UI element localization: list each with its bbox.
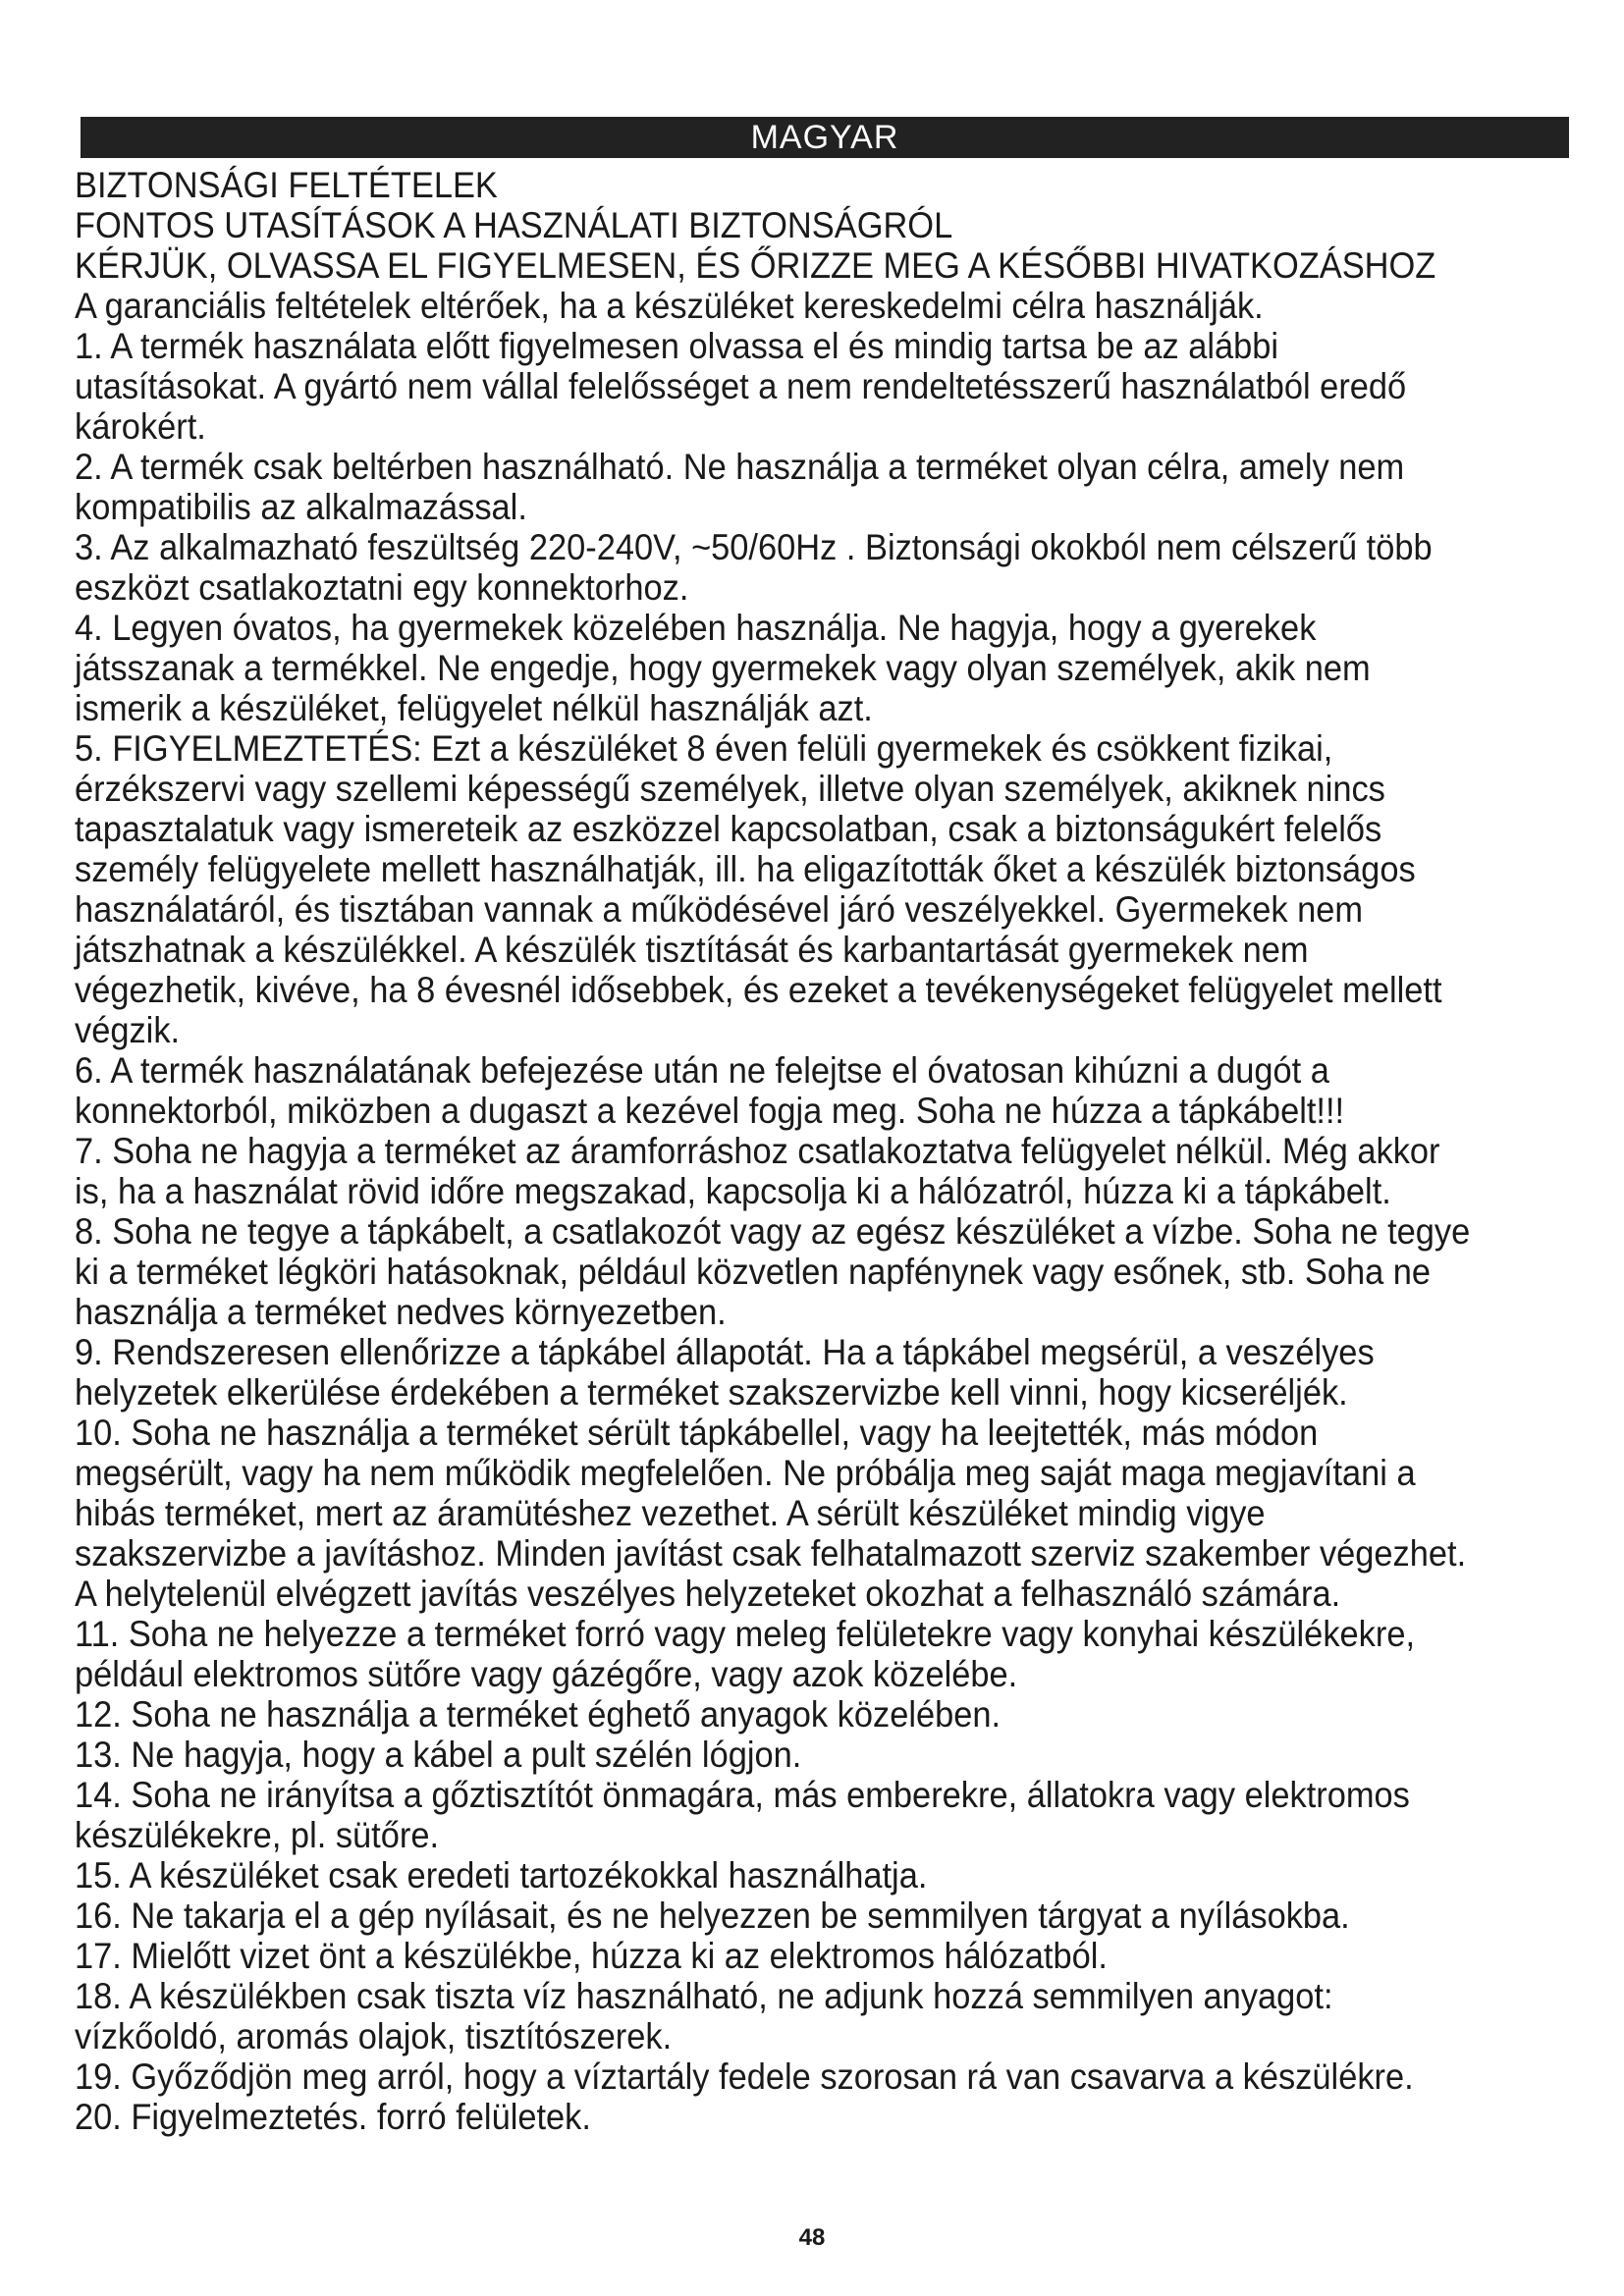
text-line: BIZTONSÁGI FELTÉTELEK (75, 165, 498, 205)
text-line: személy felügyelete mellett használhatják, ill. ha eligazították őket a készülék biztonságos (75, 849, 1416, 889)
text-line: vízkőoldó, aromás olajok, tisztítószerek. (75, 2016, 673, 2056)
text-line: 12. Soha ne használja a terméket éghető anyagok közelében. (75, 1694, 1001, 1735)
text-line: 11. Soha ne helyezze a terméket forró vagy meleg felületekre vagy konyhai készülékekre, (75, 1614, 1416, 1654)
text-line: 5. FIGYELMEZTETÉS: Ezt a készüléket 8 éven felüli gyermekek és csökkent fizikai, (75, 728, 1333, 769)
text-line: készülékekre, pl. sütőre. (75, 1815, 440, 1855)
text-line: játszhatnak a készülékkel. A készülék tisztítását és karbantartását gyermekek nem (75, 930, 1309, 970)
text-line: 7. Soha ne hagyja a terméket az áramforráshoz csatlakoztatva felügyelet nélkül. Még akkor (75, 1131, 1440, 1171)
text-line: 19. Győződjön meg arról, hogy a víztartály fedele szorosan rá van csavarva a készülékre. (75, 2056, 1414, 2097)
text-line: KÉRJÜK, OLVASSA EL FIGYELMESEN, ÉS ŐRIZZE MEG A KÉSŐBBI HIVATKOZÁSHOZ (75, 245, 1436, 286)
text-line: tapasztalatuk vagy ismereteik az eszközzel kapcsolatban, csak a biztonságukért felelős (75, 809, 1382, 849)
text-line: 13. Ne hagyja, hogy a kábel a pult szélén lógjon. (75, 1735, 802, 1775)
text-line: használatáról, és tisztában vannak a működésével járó veszélyekkel. Gyermekek nem (75, 889, 1364, 930)
text-line: 10. Soha ne használja a terméket sérült tápkábellel, vagy ha leejtették, más módon (75, 1413, 1319, 1453)
text-line: 14. Soha ne irányítsa a gőztisztítót önmagára, más emberekre, állatokra vagy elektromos (75, 1775, 1410, 1815)
text-line: 2. A termék csak beltérben használható. Ne használja a terméket olyan célra, amely nem (75, 447, 1405, 487)
text-line: 3. Az alkalmazható feszültség 220-240V, ~50/60Hz . Biztonsági okokból nem célszerű több (75, 527, 1433, 567)
text-line: 8. Soha ne tegye a tápkábelt, a csatlakozót vagy az egész készüléket a vízbe. Soha ne tegye (75, 1211, 1471, 1252)
text-line: végzik. (75, 1010, 181, 1050)
page-number: 48 (798, 2224, 826, 2251)
text-line: károkért. (75, 406, 206, 447)
text-line: 15. A készüléket csak eredeti tartozékokkal használhatja. (75, 1855, 928, 1896)
text-line: konnektorból, miközben a dugaszt a kezével fogja meg. Soha ne húzza a tápkábelt!!! (75, 1091, 1345, 1131)
language-header-bar: MAGYAR (81, 117, 1569, 158)
text-line: 9. Rendszeresen ellenőrizze a tápkábel állapotát. Ha a tápkábel megsérül, a veszélyes (75, 1332, 1375, 1372)
text-line: 18. A készülékben csak tiszta víz használható, ne adjunk hozzá semmilyen anyagot: (75, 1976, 1333, 2016)
text-line: végezhetik, kivéve, ha 8 évesnél idősebbek, és ezeket a tevékenységeket felügyelet mellett (75, 970, 1442, 1010)
text-line: hibás terméket, mert az áramütéshez vezethet. A sérült készüléket mindig vigye (75, 1493, 1266, 1533)
text-line: 17. Mielőtt vizet önt a készülékbe, húzza ki az elektromos hálózatból. (75, 1936, 1108, 1976)
text-line: 20. Figyelmeztetés. forró felületek. (75, 2097, 591, 2137)
text-line: eszközt csatlakoztatni egy konnektorhoz. (75, 567, 689, 608)
text-line: 16. Ne takarja el a gép nyílásait, és ne helyezzen be semmilyen tárgyat a nyílásokba. (75, 1896, 1350, 1936)
text-line: használja a terméket nedves környezetben. (75, 1292, 727, 1332)
text-line: játsszanak a termékkel. Ne engedje, hogy gyermekek vagy olyan személyek, akik nem (75, 648, 1371, 688)
text-line: A helytelenül elvégzett javítás veszélyes helyzeteket okozhat a felhasználó számára. (75, 1574, 1341, 1614)
text-line: helyzetek elkerülése érdekében a terméket szakszervizbe kell vinni, hogy kicseréljék. (75, 1372, 1348, 1413)
text-line: ismerik a készüléket, felügyelet nélkül használják azt. (75, 688, 873, 728)
text-line: megsérült, vagy ha nem működik megfelelően. Ne próbálja meg saját maga megjavítani a (75, 1453, 1416, 1493)
text-line: FONTOS UTASÍTÁSOK A HASZNÁLATI BIZTONSÁGRÓL (75, 205, 953, 245)
text-line: 1. A termék használata előtt figyelmesen olvassa el és mindig tartsa be az alábbi (75, 326, 1279, 366)
text-line: kompatibilis az alkalmazással. (75, 487, 527, 527)
text-line: 4. Legyen óvatos, ha gyermekek közelében használja. Ne hagyja, hogy a gyerekek (75, 608, 1317, 648)
text-line: is, ha a használat rövid időre megszakad, kapcsolja ki a hálózatról, húzza ki a tápkábelt. (75, 1171, 1391, 1211)
text-line: utasításokat. A gyártó nem vállal felelősséget a nem rendeltetésszerű használatból eredő (75, 366, 1407, 406)
text-line: A garanciális feltételek eltérőek, ha a készüléket kereskedelmi célra használják. (75, 286, 1264, 326)
text-line: ki a terméket légköri hatásoknak, például közvetlen napfénynek vagy esőnek, stb. Soha ne (75, 1252, 1432, 1292)
text-line: szakszervizbe a javításhoz. Minden javítást csak felhatalmazott szerviz szakember végezhet. (75, 1533, 1467, 1574)
safety-instructions-text (75, 165, 1471, 2137)
text-line: például elektromos sütőre vagy gázégőre, vagy azok közelébe. (75, 1654, 1018, 1694)
text-line: érzékszervi vagy szellemi képességű személyek, illetve olyan személyek, akiknek nincs (75, 769, 1385, 809)
text-line: 6. A termék használatának befejezése után ne felejtse el óvatosan kihúzni a dugót a (75, 1050, 1329, 1091)
